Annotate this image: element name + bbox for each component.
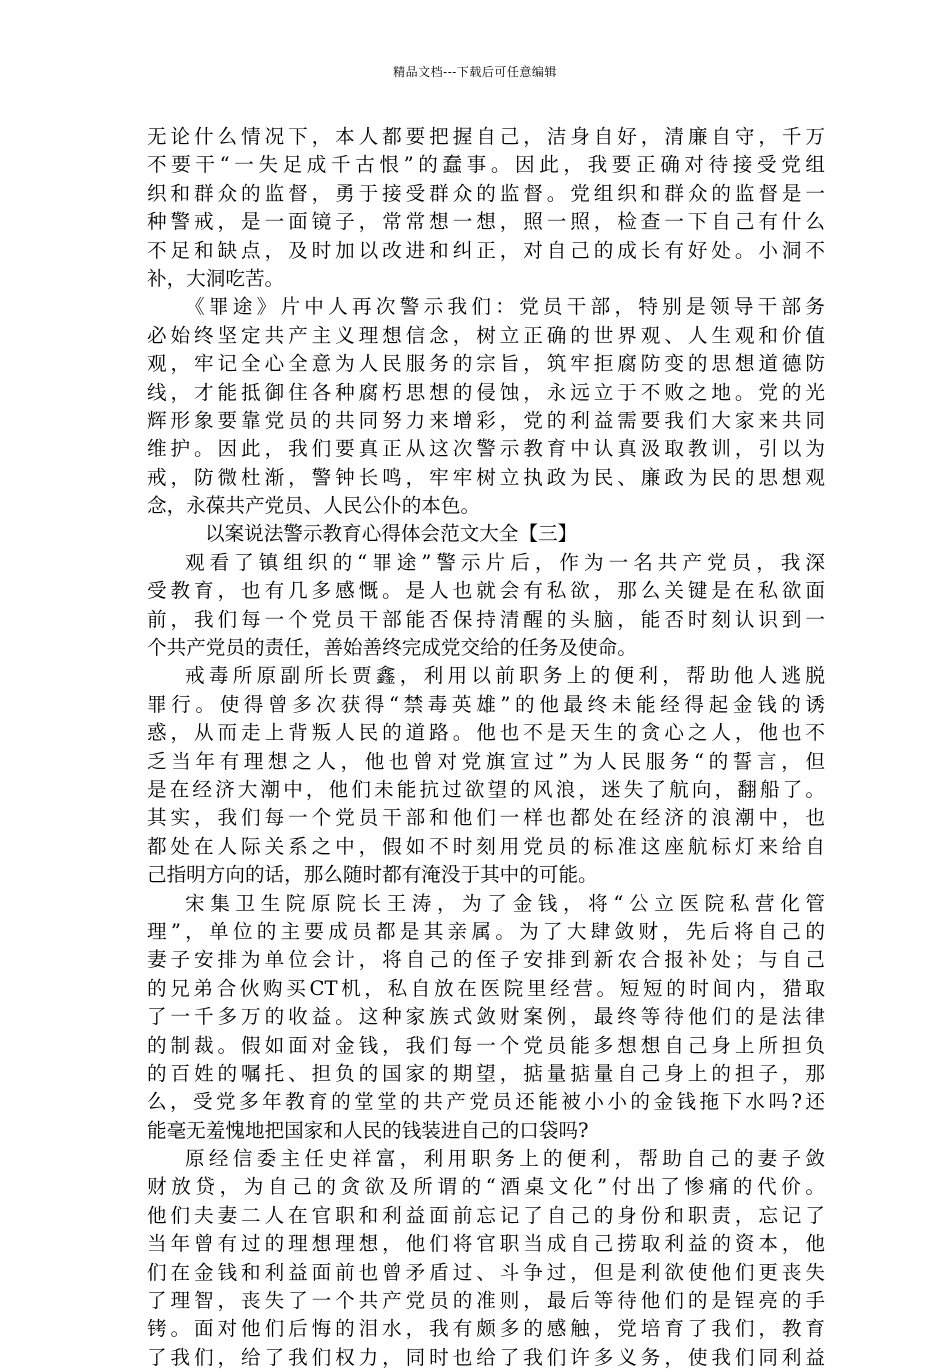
text-line: 必始终坚定共产主义理想信念，树立正确的世界观、人生观和价值	[147, 323, 825, 347]
paragraph	[147, 293, 825, 520]
paragraph	[147, 123, 825, 293]
text-line: 无论什么情况下，本人都要把握自己，洁身自好，清廉自守，千万	[147, 125, 825, 148]
page-header: 精品文档---下载后可任意编辑	[393, 65, 557, 79]
text-line: 了一千多万的收益。这种家族式敛财案例，最终等待他们的是法律	[147, 1005, 825, 1029]
text-line: 是在经济大潮中，他们未能抗过欲望的风浪，迷失了航向，翻船了。	[147, 777, 825, 801]
text-line: 其实，我们每一个党员干部和他们一样也都处在经济的浪潮中，也	[147, 806, 825, 830]
text-line: 不要干“一失足成千古恨”的蠢事。因此，我要正确对待接受党组	[147, 153, 825, 177]
text-line: 原经信委主任史祥富，利用职务上的便利，帮助自己的妻子敛	[185, 1147, 825, 1171]
text-line: 受教育，也有几多感慨。是人也就会有私欲，那么关键是在私欲面	[147, 579, 825, 603]
text-line: 妻子安排为单位会计，将自己的侄子安排到新农合报补处；与自己	[147, 948, 825, 972]
paragraph	[147, 890, 825, 1146]
text-line: 念，永葆共产党员、人民公仆的本色。	[147, 494, 481, 518]
text-line: 都处在人际关系之中，假如不时刻用党员的标准这座航标灯来给自	[147, 834, 825, 858]
text-line: 种警戒，是一面镜子，常常想一想，照一照，检查一下自己有什么	[147, 210, 825, 234]
text-line: 么，受党多年教育的堂堂的共产党员还能被小小的金钱拖下水吗?还	[147, 1090, 825, 1114]
text-line: 的制裁。假如面对金钱，我们每一个党员能多想想自己身上所担负	[147, 1033, 825, 1057]
text-line: 前，我们每一个党员干部能否保持清醒的头脑，能否时刻认识到一	[147, 607, 825, 631]
text-line: 能毫无羞愧地把国家和人民的钱装进自己的口袋吗?	[147, 1118, 589, 1142]
text-line: 观，牢记全心全意为人民服务的宗旨，筑牢拒腐防变的思想道德防	[147, 352, 825, 376]
text-line: 的百姓的嘱托、担负的国家的期望，掂量掂量自己身上的担子，那	[147, 1061, 825, 1085]
text-line: 罪行。使得曾多次获得“禁毒英雄”的他最终未能经得起金钱的诱	[147, 692, 825, 716]
text-line: 惑，从而走上背叛人民的道路。他也不是天生的贪心之人，他也不	[147, 721, 825, 745]
text-line: 他们夫妻二人在官职和利益面前忘记了自己的身份和职责，忘记了	[147, 1203, 825, 1227]
text-line: 《罪途》片中人再次警示我们：党员干部，特别是领导干部务	[185, 295, 825, 319]
text-line: 铐。面对他们后悔的泪水，我有颇多的感触，党培育了我们，教育	[147, 1317, 825, 1341]
text-line: 理”，单位的主要成员都是其亲属。为了大肆敛财，先后将自己的	[147, 919, 825, 943]
text-line: 财放贷，为自己的贪欲及所谓的“酒桌文化”付出了惨痛的代价。	[147, 1175, 825, 1199]
text-line: 戒，防微杜渐，警钟长鸣，牢牢树立执政为民、廉政为民的思想观	[147, 465, 825, 489]
text-line: 观看了镇组织的“罪途”警示片后，作为一名共产党员，我深	[185, 550, 825, 574]
text-line: 了理智，丧失了一个共产党员的准则，最后等待他们的是锃亮的手	[147, 1289, 825, 1313]
text-line: 线，才能抵御住各种腐朽思想的侵蚀，永远立于不败之地。党的光	[147, 380, 825, 404]
text-line: 了我们，给了我们权力，同时也给了我们许多义务，使我们同利益	[147, 1345, 825, 1369]
document-body	[147, 123, 825, 1372]
text-line: 辉形象要靠党员的共同努力来增彩，党的利益需要我们大家来共同	[147, 408, 825, 432]
paragraph	[147, 662, 825, 889]
text-line: 乏当年有理想之人，他也曾对党旗宣过”为人民服务“的誓言，但	[147, 749, 825, 773]
text-line: 己指明方向的话，那么随时都有淹没于其中的可能。	[147, 863, 598, 887]
text-line: 不足和缺点，及时加以改进和纠正，对自己的成长有好处。小洞不	[147, 238, 825, 262]
text-line: 们在金钱和利益面前也曾矛盾过、斗争过，但是利欲使他们更丧失	[147, 1260, 825, 1284]
text-line: 宋集卫生院原院长王涛，为了金钱，将“公立医院私营化管	[185, 891, 825, 915]
text-line: 戒毒所原副所长贾鑫，利用以前职务上的便利，帮助他人逃脱	[185, 664, 825, 688]
text-line: 补，大洞吃苦。	[147, 266, 285, 290]
section-heading	[147, 520, 825, 548]
text-line: 个共产党员的责任，善始善终完成党交给的任务及使命。	[147, 636, 637, 660]
paragraph	[147, 1145, 825, 1372]
text-line: 维护。因此，我们要真正从这次警示教育中认真汲取教训，引以为	[147, 437, 825, 461]
heading-text: 以案说法警示教育心得体会范文大全【三】	[205, 522, 578, 546]
text-line: 的兄弟合伙购买CT机，私自放在医院里经营。短短的时间内，猎取	[147, 976, 825, 1000]
text-line: 当年曾有过的理想理想，他们将官职当成自己捞取利益的资本，他	[147, 1232, 825, 1256]
paragraph	[147, 549, 825, 663]
text-line: 织和群众的监督，勇于接受群众的监督。党组织和群众的监督是一	[147, 181, 825, 205]
